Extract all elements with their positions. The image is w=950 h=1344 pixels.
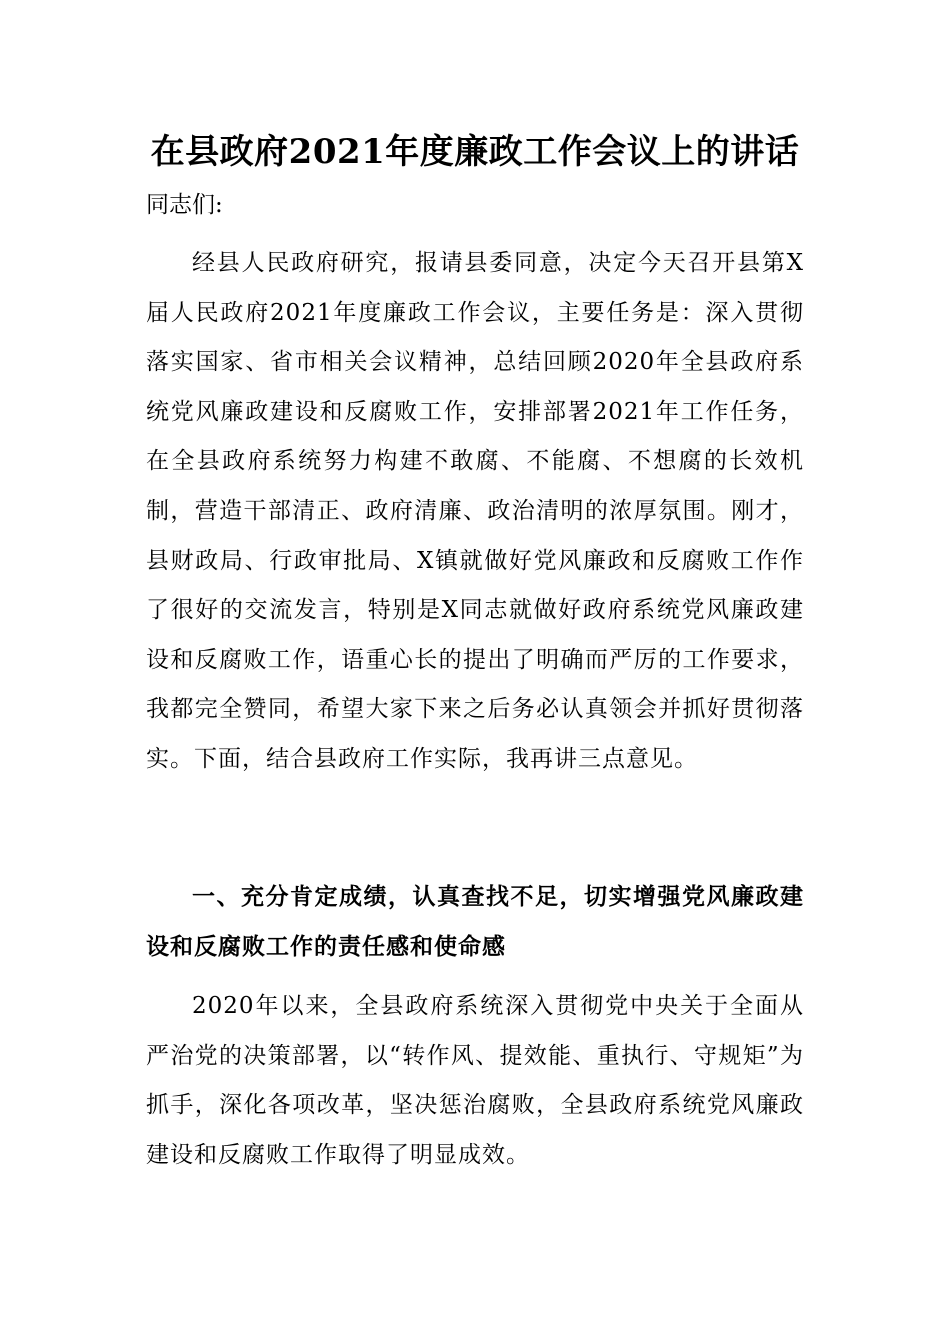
section-heading-1: 一、充分肯定成绩，认真查找不足，切实增强党风廉政建设和反腐败工作的责任感和使命感 [146, 884, 804, 960]
body-paragraph-achievements: 2020年以来，全县政府系统深入贯彻党中央关于全面从严治党的决策部署，以“转作风、提效能、重执行、守规矩”为抓手，深化各项改革，坚决惩治腐败，全县政府系统党风廉政建设和反腐败工作取得了明显成效。 [146, 993, 804, 1168]
body-paragraph-intro: 经县人民政府研究，报请县委同意，决定今天召开县第X届人民政府2021年度廉政工作会议，主要任务是：深入贯彻落实国家、省市相关会议精神，总结回顾2020年全县政府系统党风廉政建设和反腐败工作，安排部署2021年工作任务，在全县政府系统努力构建不敢腐、不能腐、不想腐的长效机制，营造干部清正、政府清廉、政治清明的浓厚氛围。刚才，县财政局、行政审批局、X镇就做好党风廉政和反腐败工作作了很好的交流发言，特别是X同志就做好政府系统党风廉政建设和反腐败工作，语重心长的提出了明确而严厉的工作要求，我都完全赞同，希望大家下来之后务必认真领会并抓好贯彻落实。下面，结合县政府工作实际，我再讲三点意见。 [146, 250, 804, 772]
document-title: 在县政府2021年度廉政工作会议上的讲话 [150, 132, 800, 172]
salutation: 同志们: [146, 192, 223, 218]
